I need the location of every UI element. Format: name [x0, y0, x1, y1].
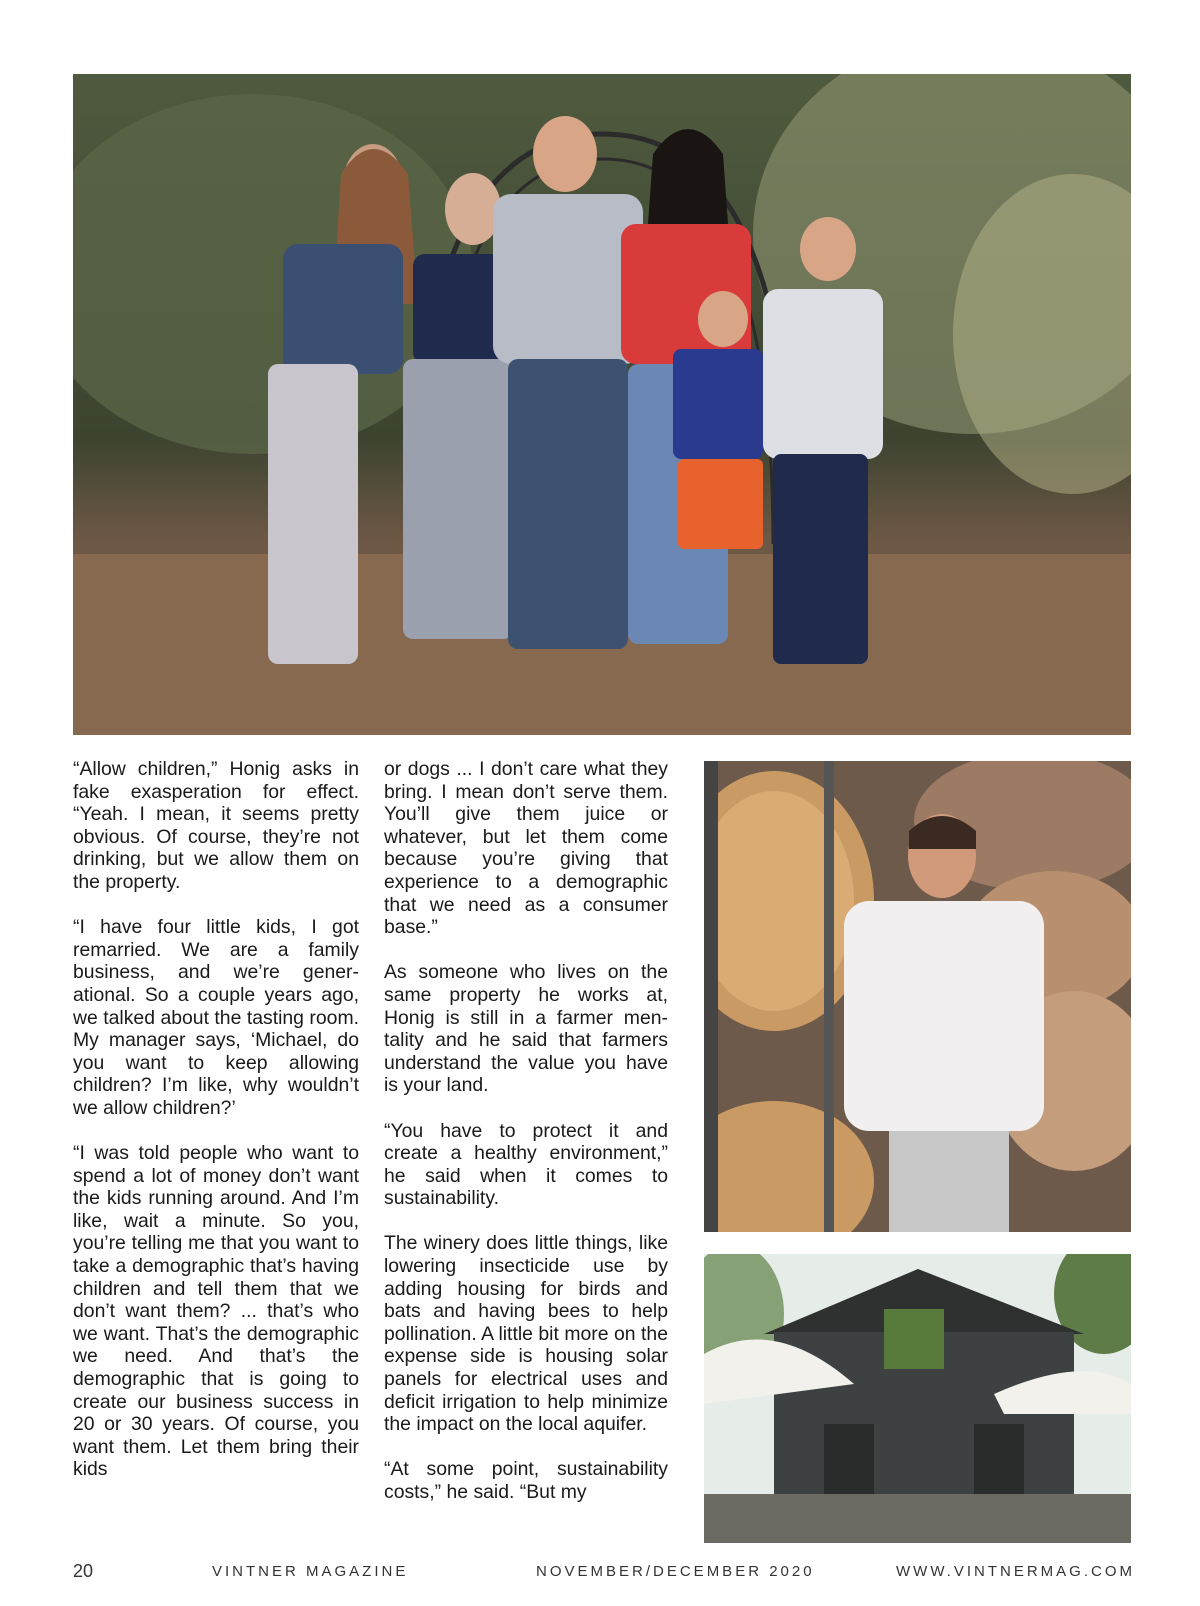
page-number: 20 — [73, 1561, 94, 1581]
article-paragraph: “Allow children,” Honig asks in fake exasperation for effect. “Yeah. I mean, it seems pretty obvious. Of course, they’re not drinking, but we allow them on the property. — [73, 758, 359, 893]
issue-date: NOVEMBER/DECEMBER 2020 — [536, 1563, 815, 1580]
article-column-1 — [73, 758, 359, 1504]
article-paragraph: “I have four little kids, I got remarried. We are a family business, and we’re generational. So a couple years ago, we talked about the tasting room. My manager says, ‘Michael, do you want to keep allowing children? I’m like, why wouldn’t we allow children?’ — [73, 916, 359, 1119]
barrel-room-illustration — [704, 761, 1131, 1232]
article-paragraph: “I was told people who want to spend a lot of money don’t want the kids running around. And I’m like, wait a minute. So you, you’re telling me that you want to take a demographic that’s having children and tell them that we don’t want them? ... that’s who we want. That’s the demographic we need. And that’s the demographic that is going to create our business success in 20 or 30 years. Of course, you want them. Let them bring their kids — [73, 1142, 359, 1481]
winery-building-illustration — [704, 1254, 1131, 1543]
winery-building-photo — [704, 1254, 1131, 1543]
family-portrait-photo — [73, 74, 1131, 735]
magazine-name: VINTNER MAGAZINE — [212, 1563, 409, 1580]
article-column-2 — [384, 758, 668, 1526]
article-paragraph: The winery does little things, like lowering insecticide use by adding housing for birds and bats and having bees to help pollination. A little bit more on the expense side is housing solar panels for electrical uses and deficit irrigation to help minimize the impact on the local aquifer. — [384, 1232, 668, 1436]
article-paragraph: “At some point, sustainability costs,” he said. “But my — [384, 1458, 668, 1503]
barrel-room-portrait-photo — [704, 761, 1131, 1232]
article-paragraph: As someone who lives on the same property he works at, Honig is still in a farmer mentality and he said that farmers understand the value you have is your land. — [384, 961, 668, 1097]
family-portrait-illustration — [73, 74, 1131, 735]
website-link[interactable]: WWW.VINTNERMAG.COM — [896, 1563, 1135, 1580]
article-paragraph: or dogs ... I don’t care what they bring. I mean don’t serve them. You’ll give them juice or whatever, but let them come because you’re giving that experience to a demographic that we need as a consumer base.” — [384, 758, 668, 939]
article-paragraph: “You have to protect it and create a healthy environment,” he said when it comes to sustainability. — [384, 1119, 668, 1210]
